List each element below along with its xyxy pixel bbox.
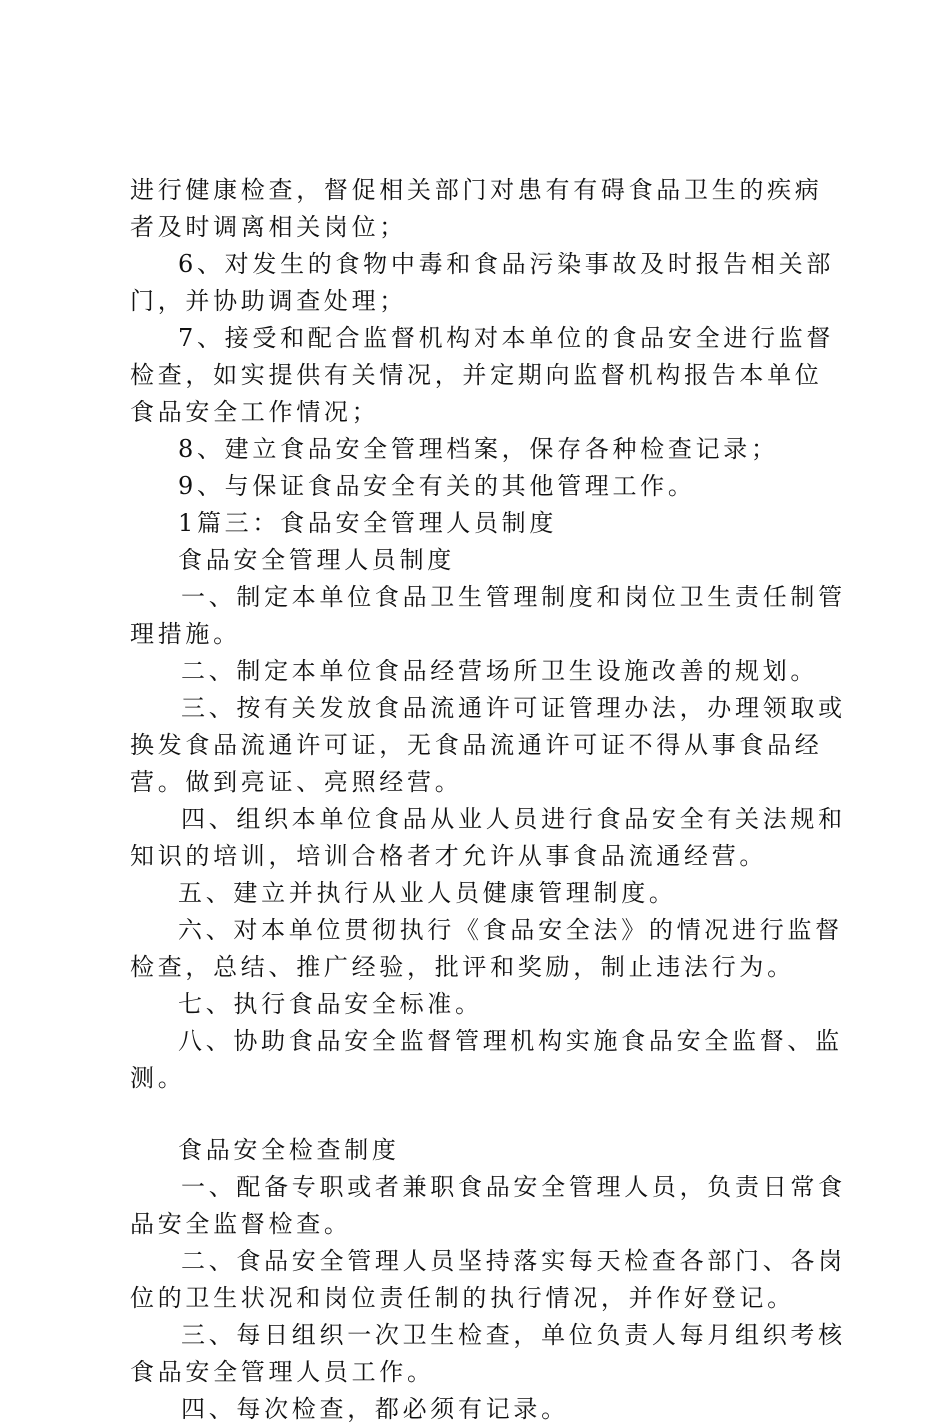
paragraph: 三、按有关发放食品流通许可证管理办法，办理领取或换发食品流通许可证，无食品流通许可证不得从事食品经营。做到亮证、亮照经营。 [130,694,846,796]
paragraph: 七、执行食品安全标准。 [178,990,483,1018]
paragraph: 四、每次检查，都必须有记录。 [181,1395,569,1423]
paragraph: 6、对发生的食物中毒和食品污染事故及时报告相关部门，并协助调查处理； [130,250,835,315]
section-title: 食品安全管理人员制度 [178,546,455,574]
paragraph: 二、制定本单位食品经营场所卫生设施改善的规划。 [181,657,819,685]
document-body [130,172,850,1428]
paragraph: 8、建立食品安全管理档案，保存各种检查记录； [178,435,779,463]
section-title: 食品安全检查制度 [178,1136,400,1164]
paragraph: 7、接受和配合监督机构对本单位的食品安全进行监督检查，如实提供有关情况，并定期向监督机构报告本单位食品安全工作情况； [130,324,835,426]
paragraph: 八、协助食品安全监督管理机构实施食品安全监督、监测。 [130,1027,843,1092]
paragraph: 二、食品安全管理人员坚持落实每天检查各部门、各岗位的卫生状况和岗位责任制的执行情况，并作好登记。 [130,1247,846,1312]
paragraph: 一、制定本单位食品卫生管理制度和岗位卫生责任制管理措施。 [130,583,846,648]
paragraph: 四、组织本单位食品从业人员进行食品安全有关法规和知识的培训，培训合格者才允许从事食品流通经营。 [130,805,846,870]
section-spacer [130,1097,850,1132]
section-heading: 1篇三：食品安全管理人员制度 [178,509,558,537]
paragraph: 五、建立并执行从业人员健康管理制度。 [178,879,677,907]
paragraph: 六、对本单位贯彻执行《食品安全法》的情况进行监督检查，总结、推广经验，批评和奖励，制止违法行为。 [130,916,843,981]
paragraph: 一、配备专职或者兼职食品安全管理人员，负责日常食品安全监督检查。 [130,1173,846,1238]
paragraph: 进行健康检查，督促相关部门对患有有碍食品卫生的疾病者及时调离相关岗位； [130,176,823,241]
paragraph: 9、与保证食品安全有关的其他管理工作。 [178,472,696,500]
paragraph: 三、每日组织一次卫生检查，单位负责人每月组织考核食品安全管理人员工作。 [130,1321,846,1386]
